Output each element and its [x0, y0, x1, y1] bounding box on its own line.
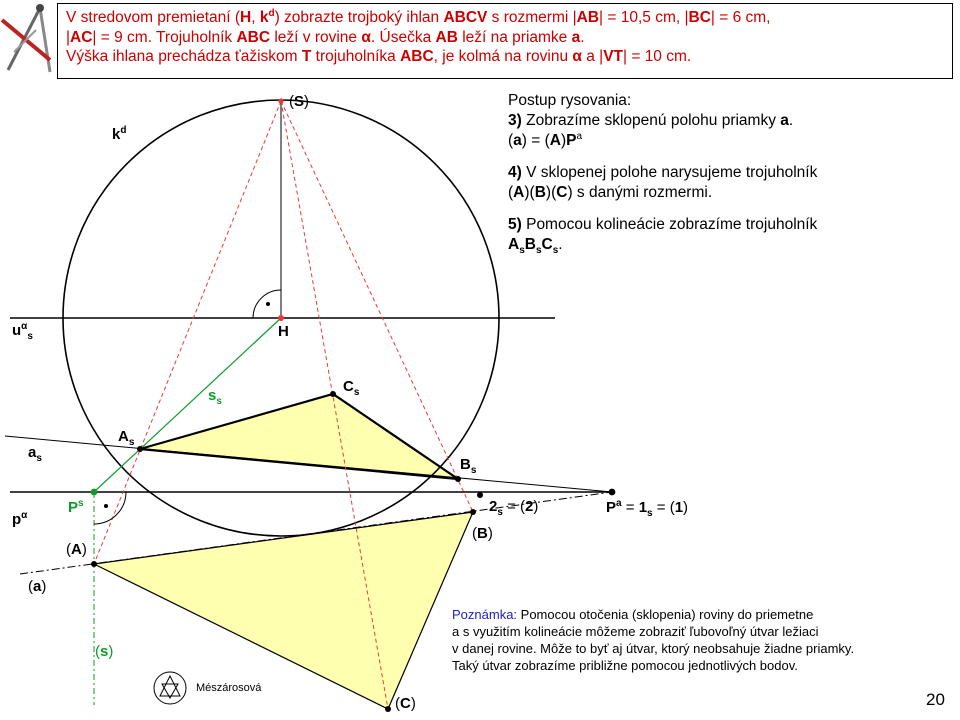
note-line-2: a s využitím kolineácie môžeme zobraziť ľubovoľný útvar ležiaci: [452, 624, 819, 639]
step-4-line-2: (A)(B)(C) s danými rozmermi.: [508, 184, 713, 201]
label-rotated-C: (C): [395, 695, 416, 712]
label-rotated-B: (B): [472, 525, 493, 542]
step-5: 5) Pomocou kolineácie zobrazíme trojuholník: [508, 216, 818, 233]
point-S: [278, 98, 283, 103]
label-Bs: $B_s$: [460, 456, 477, 476]
step-4: 4) V sklopenej polohe narysujeme trojuholník: [508, 164, 818, 181]
point-Ps: [91, 489, 98, 496]
triangle-rotated-ABC: [94, 512, 473, 709]
steps-title: Postup rysovania:: [508, 92, 632, 109]
rotation-arc: [94, 492, 126, 524]
label-kd: $k^d$: [112, 125, 127, 143]
step-3: 3) Zobrazíme sklopenú polohu priamky a.: [508, 112, 794, 129]
author-logo-icon: [154, 672, 186, 704]
label-rotated-a: (a): [28, 578, 47, 595]
point-2s: [477, 492, 483, 498]
label-rotated-s: (s): [95, 643, 114, 660]
page-number: 20: [926, 690, 945, 709]
label-Ps: $P^s$: [68, 498, 84, 516]
label-S: (S): [289, 93, 310, 110]
note-line-1: Poznámka: Pomocou otočenia (sklopenia) roviny do priemetne: [452, 607, 814, 622]
line-ss: [94, 318, 281, 492]
right-angle-dot-2: [104, 504, 108, 508]
task-line-2: |AC| = 9 cm. Trojuholník ABC leží v rovine α. Úsečka AB leží na priamke a.: [66, 28, 585, 46]
label-ss: $s_s$: [208, 387, 222, 407]
ray-S-A: [94, 101, 281, 564]
label-p: $p^\alpha$: [12, 510, 28, 528]
label-H: H: [278, 323, 289, 340]
task-line-1: V stredovom premietaní (H, $k^d$) zobrazte trojboký ihlan ABCV s rozmermi |AB| = 10,5 cm, |BC| = 6 cm,: [66, 7, 771, 26]
label-2s: $2_s = (2)$: [489, 498, 539, 518]
drawing-steps: [508, 91, 948, 255]
step-3-formula: $(a) = (A)P^a$: [508, 130, 583, 149]
note-line-3: v danej rovine. Môže to byť aj útvar, ktorý neobsahuje žiadne priamky.: [452, 641, 855, 656]
note: [452, 606, 952, 674]
point-rotated-B: [470, 509, 476, 515]
label-Pa: $P^a = 1_s = (1)$: [606, 498, 689, 519]
label-rotated-A: (A): [66, 541, 87, 558]
task-line-3: Výška ihlana prechádza ťažiskom T trojuholníka ABC, je kolmá na rovinu α a |VT| = 10 cm.: [66, 48, 692, 65]
point-H: [278, 315, 284, 321]
right-angle-dot: [266, 302, 270, 306]
label-As: $A_s$: [118, 428, 135, 448]
triangle-AsBsCs: [140, 394, 458, 479]
point-rotated-C: [385, 706, 391, 712]
point-Cs: [330, 391, 336, 397]
point-rotated-A: [91, 561, 97, 567]
point-Bs: [455, 476, 461, 482]
point-Pa: [609, 489, 616, 496]
point-As: [137, 446, 143, 452]
label-Cs: $C_s$: [343, 378, 360, 398]
label-as: $a_s$: [28, 444, 42, 464]
step-5-line-2: $A_sB_sC_s$.: [508, 236, 563, 257]
author-name: Mészárosová: [196, 682, 262, 694]
label-u: $u^\alpha_s$: [12, 321, 33, 342]
note-line-4: Taký útvar zobrazíme približne pomocou jednotlivých bodov.: [452, 658, 798, 673]
